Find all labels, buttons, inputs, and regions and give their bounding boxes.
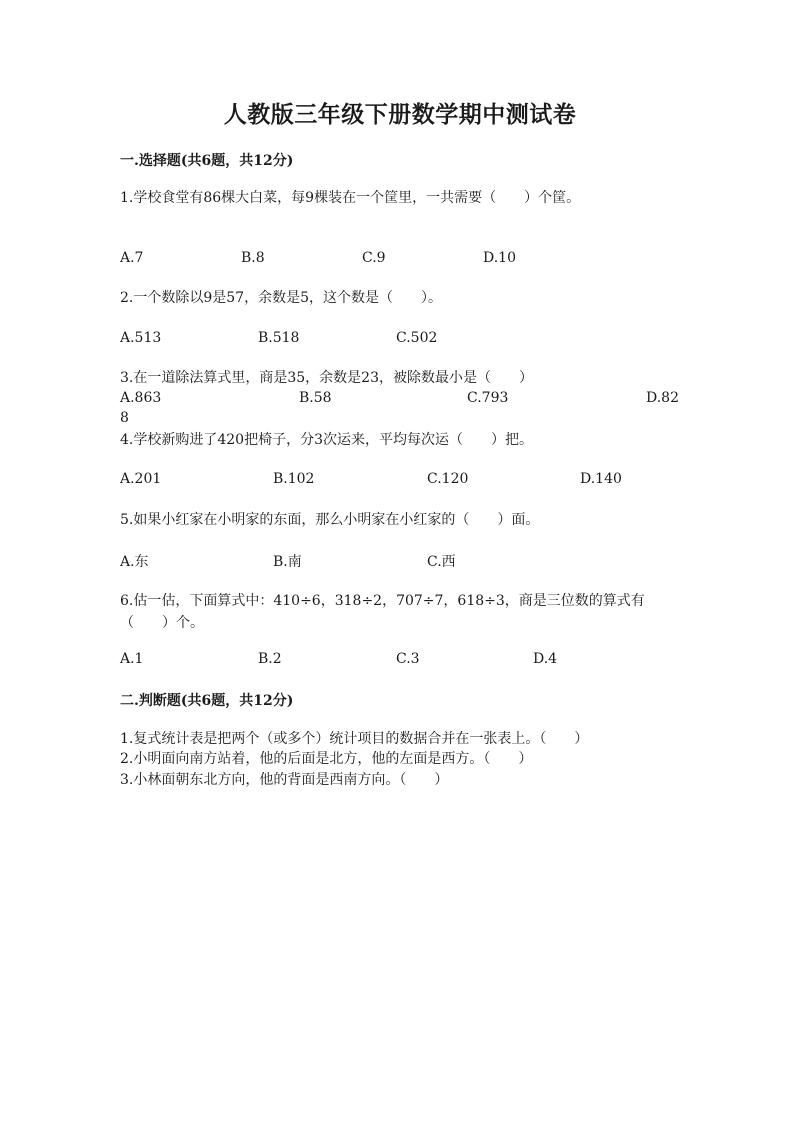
- question-1: 1.学校食堂有86棵大白菜，每9棵装在一个筐里，一共需要（ ）个筐。: [120, 190, 581, 206]
- option-b: B.58: [299, 390, 332, 406]
- question-2: 2.一个数除以9是57，余数是5，这个数是（ ）。: [120, 290, 442, 306]
- option-b: B.102: [273, 471, 315, 487]
- page-title: 人教版三年级下册数学期中测试卷: [223, 101, 577, 128]
- question-6: 6.估一估，下面算式中：410÷6，318÷2，707÷7，618÷3，商是三位数的算式有（ ）个。: [120, 593, 645, 631]
- option-c: C.120: [427, 471, 469, 487]
- judgment-question-3: 3.小林面朝东北方向，他的背面是西南方向。（ ）: [120, 772, 449, 788]
- option-a: A.东: [120, 554, 149, 570]
- question-5: 5.如果小红家在小明家的东面，那么小明家在小红家的（ ）面。: [120, 512, 540, 528]
- option-c: C.3: [396, 651, 420, 667]
- section-heading-choice: 一.选择题(共6题，共12分): [120, 153, 294, 169]
- judgment-question-2: 2.小明面向南方站着，他的后面是北方，他的左面是西方。（ ）: [120, 751, 533, 767]
- option-b: B.8: [241, 250, 265, 266]
- option-d: D.82: [646, 390, 679, 406]
- option-d: D.4: [533, 651, 558, 667]
- option-d: D.10: [483, 250, 516, 266]
- option-d: D.140: [580, 471, 622, 487]
- option-d-overflow: 8: [120, 410, 129, 426]
- option-a: A.201: [120, 471, 162, 487]
- option-b: B.南: [273, 554, 302, 570]
- option-a: A.863: [120, 390, 162, 406]
- section-heading-judgment: 二.判断题(共6题，共12分): [120, 693, 294, 709]
- option-c: C.793: [467, 390, 509, 406]
- option-a: A.1: [120, 651, 144, 667]
- question-3: 3.在一道除法算式里，商是35，余数是23，被除数最小是（ ）: [120, 370, 533, 386]
- option-b: B.2: [258, 651, 282, 667]
- option-a: A.7: [120, 250, 144, 266]
- option-c: C.9: [362, 250, 386, 266]
- option-b: B.518: [258, 330, 300, 346]
- option-c: C.502: [396, 330, 438, 346]
- option-a: A.513: [120, 330, 162, 346]
- judgment-question-1: 1.复式统计表是把两个（或多个）统计项目的数据合并在一张表上。（ ）: [120, 731, 589, 747]
- question-4: 4.学校新购进了420把椅子，分3次运来，平均每次运（ ）把。: [120, 432, 533, 448]
- option-c: C.西: [427, 554, 456, 570]
